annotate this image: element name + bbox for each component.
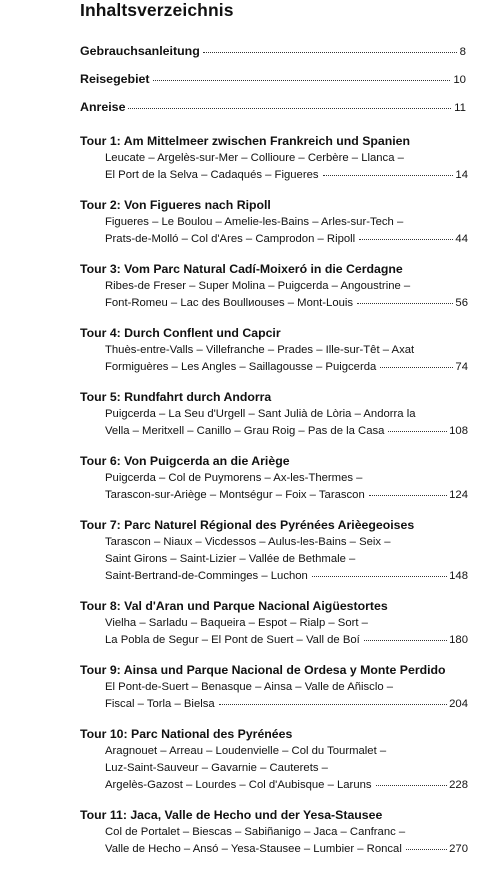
tour-entry-10[interactable]: [80, 726, 468, 794]
tour-page-number: 56: [455, 297, 468, 309]
tour-route-line: [80, 487, 468, 504]
dot-leader: [359, 239, 453, 240]
dot-leader: [380, 367, 453, 368]
tour-entry-8[interactable]: [80, 598, 468, 649]
tour-route-line: [80, 841, 468, 858]
dot-leader: [219, 704, 447, 705]
tour-route-text: Vella – Meritxell – Canillo – Grau Roig – Pas de la Casa: [105, 425, 385, 437]
toc-entry-anreise[interactable]: [80, 100, 466, 119]
tour-page-number: 228: [449, 779, 468, 791]
tour-title: Tour 11: Jaca, Valle de Hecho und der Yesa-Stausee: [80, 808, 383, 822]
tour-route-line: Ribes-de Freser – Super Molina – Puigcerda – Angoustrine –: [105, 280, 411, 292]
tour-route-line: Tarascon – Niaux – Vicdessos – Aulus-les-Bains – Seix –: [105, 536, 391, 548]
tour-title: Tour 9: Ainsa und Parque Nacional de Ordesa y Monte Perdido: [80, 663, 446, 677]
tour-route-line: Col de Portalet – Biescas – Sabiñanigo – Jaca – Canfranc –: [105, 826, 406, 838]
tour-route-line: Saint Girons – Saint-Lizier – Vallée de Bethmale –: [105, 553, 356, 565]
tour-route-line: Vielha – Sarladu – Baqueira – Espot – Rialp – Sort –: [105, 617, 368, 629]
tour-page-number: 270: [449, 843, 468, 855]
tour-entry-2[interactable]: [80, 197, 468, 248]
tour-route-line: Figueres – Le Boulou – Amelie-les-Bains – Arles-sur-Tech –: [105, 216, 404, 228]
tour-route-text: Fiscal – Torla – Bielsa: [105, 698, 215, 710]
dot-leader: [312, 576, 447, 577]
dot-leader: [128, 108, 451, 109]
tour-title: Tour 3: Vom Parc Natural Cadí-Moixeró in die Cerdagne: [80, 262, 403, 276]
tour-page-number: 108: [449, 425, 468, 437]
tour-page-number: 44: [455, 233, 468, 245]
tour-route-text: Font-Romeu – Lac des Boullиouses – Mont-Louis: [105, 297, 354, 309]
tour-entry-9[interactable]: [80, 662, 468, 713]
tour-title: Tour 10: Parc National des Pyrénées: [80, 727, 293, 741]
tour-title: Tour 6: Von Puigcerda an die Ariège: [80, 454, 290, 468]
toc-entry-label: Anreise: [80, 100, 126, 114]
tour-page-number: 204: [449, 698, 468, 710]
tour-route-line: Aragnouet – Arreau – Loudenvielle – Col du Tourmalet –: [105, 745, 387, 757]
tour-route-line: Puigcerda – La Seu d'Urgell – Sant Julià de Lòria – Andorra la: [105, 408, 416, 420]
tour-route-text: Prats-de-Molló – Col d'Ares – Camprodon – Ripoll: [105, 233, 356, 245]
toc-entry-reisegebiet[interactable]: [80, 72, 466, 91]
tour-route-line: [80, 231, 468, 248]
tour-route-line: Puigcerda – Col de Puymorens – Ax-les-Thermes –: [105, 472, 363, 484]
tour-entry-3[interactable]: [80, 261, 468, 312]
tour-route-line: Leucate – Argelès-sur-Mer – Collioure – Cerbère – Llanca –: [105, 152, 404, 164]
tour-page-number: 180: [449, 634, 468, 646]
tour-page-number: 74: [455, 361, 468, 373]
tour-title: Tour 2: Von Figueres nach Ripoll: [80, 198, 271, 212]
tour-title: Tour 8: Val d'Aran und Parque Nacional Aigüestortes: [80, 599, 388, 613]
dot-leader: [323, 175, 454, 176]
tour-route-text: La Pobla de Segur – El Pont de Suert – Vall de Boí: [105, 634, 360, 646]
tour-route-line: Thuès-entre-Valls – Villefranche – Prades – Ille-sur-Têt – Axat: [105, 344, 415, 356]
tour-entry-1[interactable]: [80, 133, 468, 184]
tour-route-text: Argelès-Gazost – Lourdes – Col d'Aubisque – Laruns: [105, 779, 372, 791]
tour-route-line: [80, 295, 468, 312]
toc-entry-page: 8: [459, 46, 466, 58]
tour-route-text: Formiguères – Les Angles – Saillagousse – Puigcerda: [105, 361, 377, 373]
dot-leader: [376, 785, 448, 786]
tour-route-text: El Port de la Selva – Cadaqués – Figueres: [105, 169, 319, 181]
toc-entry-gebrauchsanleitung[interactable]: [80, 44, 466, 63]
tour-page-number: 148: [449, 570, 468, 582]
tour-title: Tour 7: Parc Naturel Régional des Pyrénées Arièegeoises: [80, 518, 415, 532]
tour-page-number: 14: [455, 169, 468, 181]
tour-title: Tour 4: Durch Conflent und Capcir: [80, 326, 281, 340]
tour-entry-4[interactable]: [80, 325, 468, 376]
tour-route-line: [80, 777, 468, 794]
tour-entry-11[interactable]: [80, 807, 468, 858]
page-title: Inhaltsverzeichnis: [80, 0, 234, 20]
dot-leader: [369, 495, 447, 496]
dot-leader: [364, 640, 447, 641]
tour-title: Tour 5: Rundfahrt durch Andorra: [80, 390, 272, 404]
toc-entry-page: 11: [454, 102, 466, 114]
tour-route-text: Tarascon-sur-Ariège – Montségur – Foix – Tarascon: [105, 489, 365, 501]
tour-entry-5[interactable]: [80, 389, 468, 440]
tour-route-line: [80, 423, 468, 440]
tour-route-line: Luz-Saint-Sauveur – Gavarnie – Cauterets –: [105, 762, 328, 774]
toc-entry-label: Gebrauchsanleitung: [80, 44, 200, 58]
tour-route-line: [80, 359, 468, 376]
dot-leader: [406, 849, 447, 850]
dot-leader: [153, 80, 451, 81]
tour-route-line: [80, 696, 468, 713]
tour-entry-7[interactable]: [80, 517, 468, 585]
dot-leader: [357, 303, 453, 304]
tour-page-number: 124: [449, 489, 468, 501]
tour-route-text: Valle de Hecho – Ansó – Yesa-Stausee – Lumbier – Roncal: [105, 843, 402, 855]
toc-entry-page: 10: [453, 74, 466, 86]
tour-entry-6[interactable]: [80, 453, 468, 504]
dot-leader: [203, 52, 457, 53]
toc-main-section: [80, 44, 466, 128]
tour-route-line: [80, 568, 468, 585]
toc-entry-label: Reisegebiet: [80, 72, 150, 86]
tour-list: [80, 133, 468, 871]
dot-leader: [388, 431, 447, 432]
tour-title: Tour 1: Am Mittelmeer zwischen Frankreich und Spanien: [80, 134, 411, 148]
tour-route-line: El Pont-de-Suert – Benasque – Ainsa – Valle de Añisclo –: [105, 681, 394, 693]
tour-route-line: [80, 167, 468, 184]
tour-route-line: [80, 632, 468, 649]
tour-route-text: Saint-Bertrand-de-Comminges – Luchon: [105, 570, 308, 582]
